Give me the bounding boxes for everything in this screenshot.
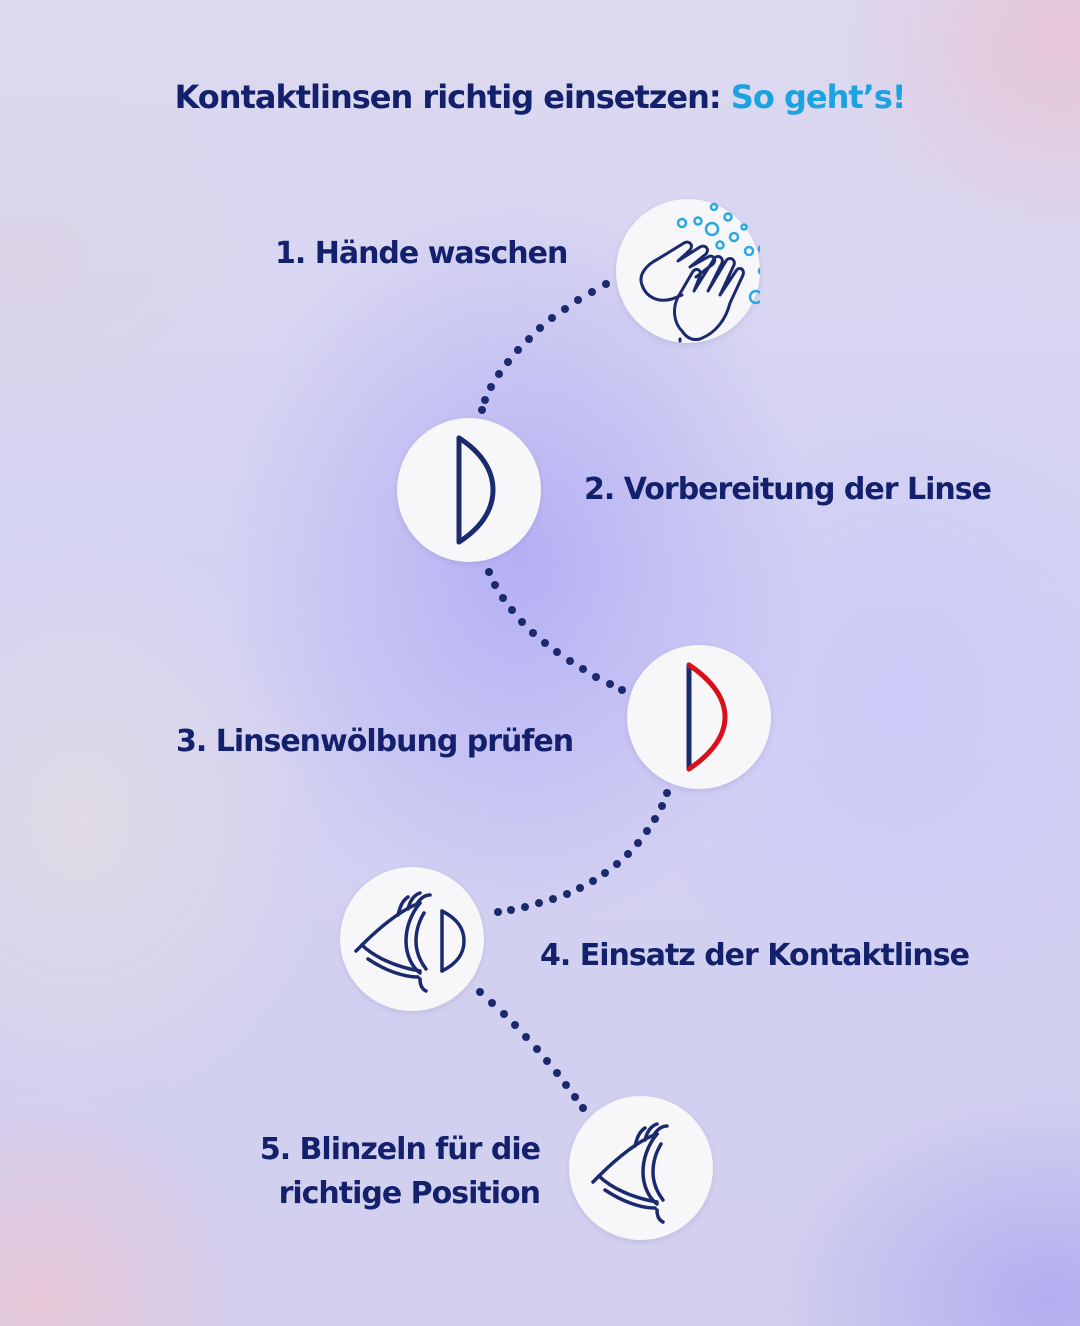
step-5-label-line-2: richtige Position (278, 1176, 540, 1211)
step-5-label (200, 1128, 540, 1216)
step-2-circle (397, 418, 541, 562)
contact-lens-icon (397, 418, 541, 562)
connector-3-4 (494, 789, 671, 916)
step-3-circle (627, 645, 771, 789)
step-1-label: 1. Hände waschen (275, 236, 568, 271)
connector-4-5 (476, 988, 587, 1112)
step-5-label-line-1: 5. Blinzeln für die (259, 1132, 540, 1167)
title-accent: So geht’s! (730, 78, 906, 116)
step-3-label: 3. Linsenwölbung prüfen (176, 724, 574, 759)
step-5-circle (569, 1096, 713, 1240)
eye-icon (569, 1096, 713, 1240)
hands-washing-icon (616, 199, 760, 343)
step-4-circle (340, 867, 484, 1011)
connector-2-3 (485, 568, 626, 694)
lens-curvature-icon (627, 645, 771, 789)
eye-with-lens-icon (340, 867, 484, 1011)
step-1-circle (616, 199, 760, 343)
step-2-label: 2. Vorbereitung der Linse (584, 472, 991, 507)
title-main: Kontaktlinsen richtig einsetzen: (174, 78, 721, 116)
connector-1-2 (478, 280, 610, 414)
step-4-label: 4. Einsatz der Kontaktlinse (540, 938, 969, 973)
